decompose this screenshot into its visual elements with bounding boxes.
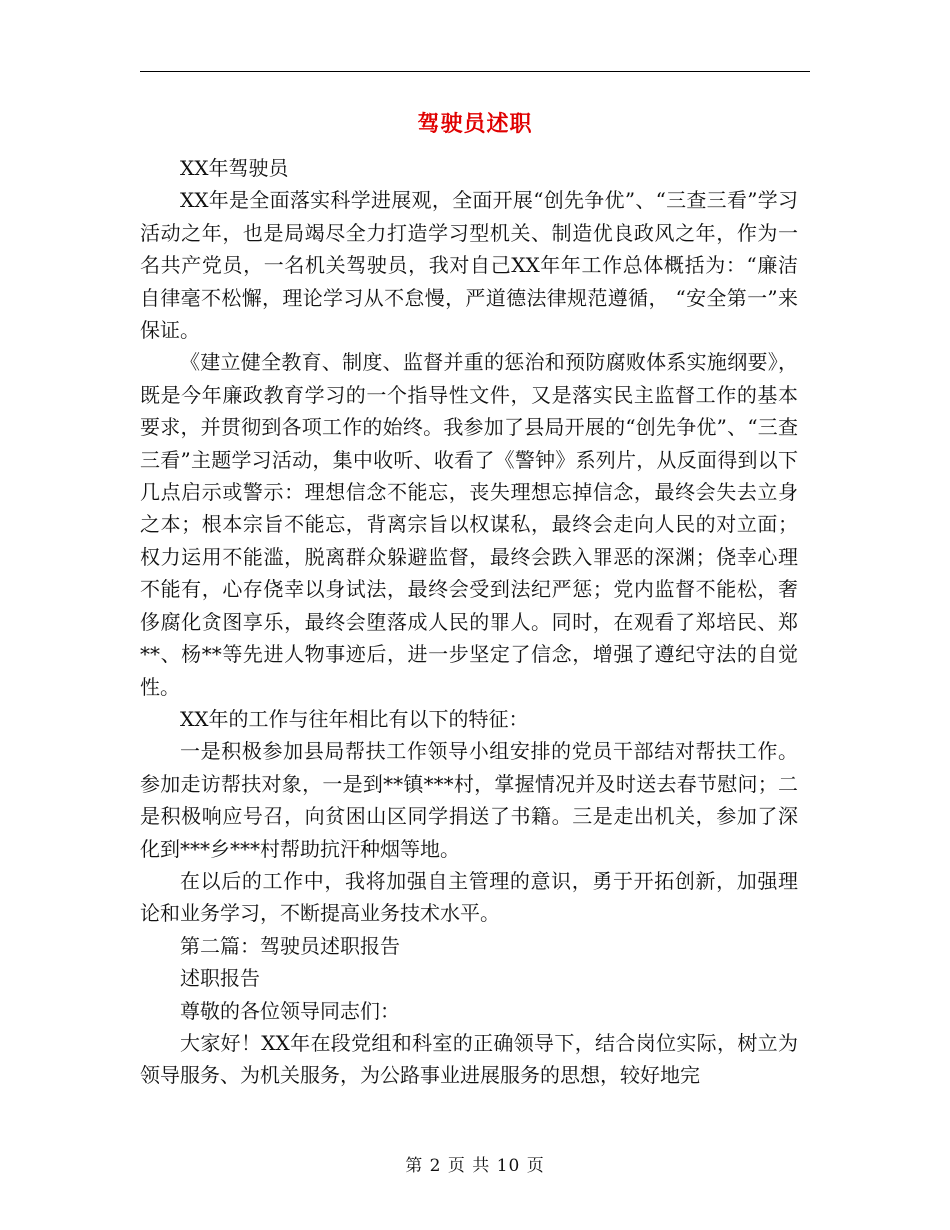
header-rule [140, 71, 810, 72]
paragraph: XX年驾驶员 [180, 156, 289, 180]
paragraph: 在以后的工作中，我将加强自主管理的意识，勇于开拓创新，加强理论和业务学习，不断提高业务技术水平。 [140, 868, 798, 926]
section-heading: 第二篇：驾驶员述职报告 [180, 933, 400, 958]
page-number-footer: 第 2 页 共 10 页 [405, 1156, 545, 1176]
paragraph: XX年是全面落实科学进展观，全面开展“创先争优”、“三查三看”学习活动之年，也是局竭尽全力打造学习型机关、制造优良政风之年，作为一名共产党员，一名机关驾驶员，我对自己XX年年工作总体概括为：“廉洁自律毫不松懈，理论学习从不怠慢，严道德法律规范遵循， “安全第一”来保证。 [140, 188, 798, 343]
paragraph: 大家好！XX年在段党组和科室的正确领导下，结合岗位实际，树立为领导服务、为机关服务，为公路事业进展服务的思想，较好地完 [140, 1030, 798, 1088]
paragraph: 《建立健全教育、制度、监督并重的惩治和预防腐败体系实施纲要》，既是今年廉政教育学习的一个指导性文件，又是落实民主监督工作的基本要求，并贯彻到各项工作的始终。我参加了县局开展的“创先争优”、“三查三看”主题学习活动，集中收听、收看了《警钟》系列片，从反面得到以下几点启示或警示：理想信念不能忘，丧失理想忘掉信念，最终会失去立身之本；根本宗旨不能忘，背离宗旨以权谋私，最终会走向人民的对立面；权力运用不能滥，脱离群众躲避监督，最终会跌入罪恶的深渊；侥幸心理不能有，心存侥幸以身试法，最终会受到法纪严惩；党内监督不能松，奢侈腐化贪图享乐，最终会堕落成人民的罪人。同时，在观看了郑培民、郑**、杨**等先进人物事迹后，进一步坚定了信念，增强了遵纪守法的自觉性。 [140, 350, 798, 699]
salutation: 尊敬的各位领导同志们： [180, 998, 400, 1023]
document-title: 驾驶员述职 [417, 111, 533, 137]
document-body [140, 152, 798, 1092]
paragraph: XX年的工作与往年相比有以下的特征： [180, 706, 529, 731]
section-subheading: 述职报告 [180, 966, 260, 991]
paragraph: 一是积极参加县局帮扶工作领导小组安排的党员干部结对帮扶工作。参加走访帮扶对象，一是到**镇***村，掌握情况并及时送去春节慰问；二是积极响应号召，向贫困山区同学捐送了书籍。三是走出机关，参加了深化到***乡***村帮助抗汗种烟等地。 [140, 739, 798, 861]
